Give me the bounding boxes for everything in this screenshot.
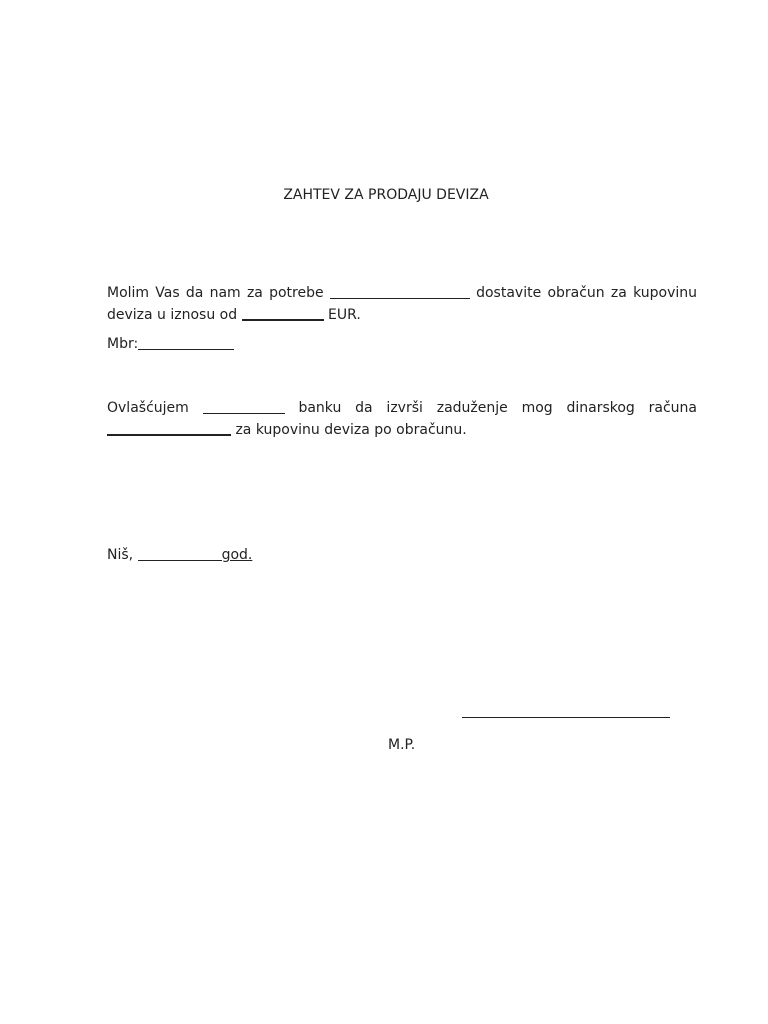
paragraph-authorization [107, 397, 697, 440]
place-date-line [107, 544, 252, 565]
purpose-blank[interactable] [330, 284, 470, 299]
authorization-text-end: za kupovinu deviza po obračunu. [235, 422, 467, 438]
currency-text: EUR. [328, 307, 361, 323]
amount-text: deviza u iznosu od [107, 307, 238, 323]
account-blank[interactable] [107, 420, 231, 436]
year-label: god. [221, 547, 253, 563]
bank-blank[interactable] [203, 399, 285, 414]
mbr-label: Mbr: [107, 336, 139, 352]
paragraph-authorization-line1 [107, 397, 697, 418]
paragraph-purpose [107, 282, 697, 325]
amount-blank[interactable] [242, 305, 324, 321]
signature-line[interactable] [462, 717, 670, 718]
paragraph-purpose-line2 [107, 303, 697, 325]
stamp-label: M.P. [388, 737, 416, 753]
date-blank[interactable] [138, 546, 222, 561]
purpose-text-middle: dostavite obračun za kupovinu [476, 285, 697, 301]
purpose-text-start: Molim Vas da nam za potrebe [107, 285, 324, 301]
paragraph-authorization-line2 [107, 418, 697, 440]
place-label: Niš, [107, 547, 134, 563]
mbr-line [107, 333, 697, 354]
mbr-blank[interactable] [138, 335, 234, 350]
paragraph-purpose-line1 [107, 282, 697, 303]
authorization-text-middle: banku da izvrši zaduženje mog dinarskog računa [298, 400, 697, 416]
document-title: ZAHTEV ZA PRODAJU DEVIZA [283, 187, 489, 203]
authorization-text-start: Ovlašćujem [107, 400, 189, 416]
